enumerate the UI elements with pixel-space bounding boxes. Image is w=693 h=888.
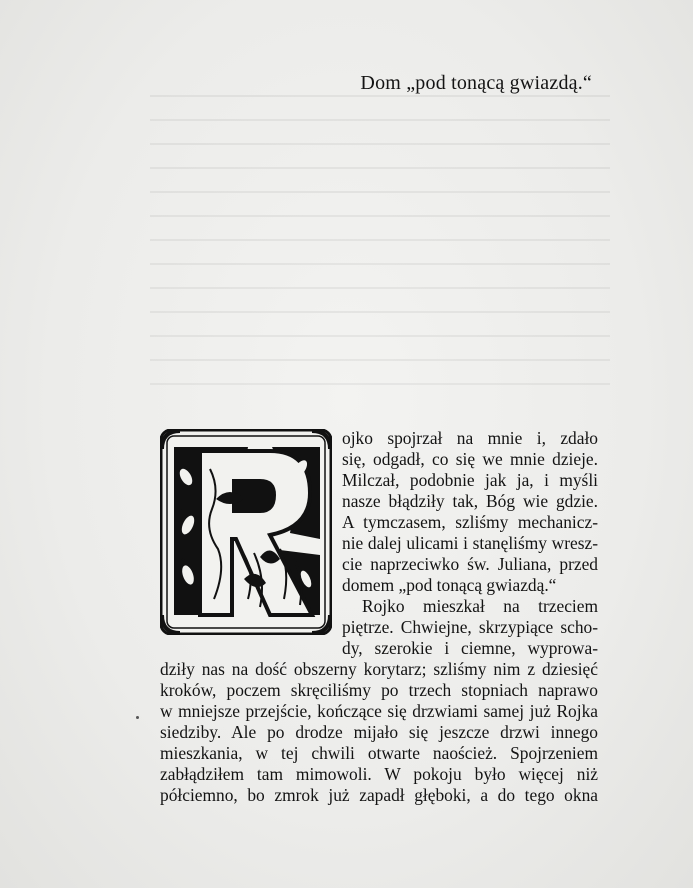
- text-line: nasze błądziły tak, Bóg wie gdzie.: [342, 491, 598, 511]
- text-line: Milczał, podobnie jak ja, i myśli: [342, 470, 598, 490]
- text-line: zabłądziłem tam mimowoli. W pokoju było więcej niż: [160, 764, 598, 784]
- text-line: cie naprzeciwko św. Juliana, przed: [342, 554, 598, 574]
- text-line: A tymczasem, szliśmy mechanicz-: [342, 512, 598, 532]
- text-line: piętrze. Chwiejne, skrzypiące scho-: [342, 617, 598, 637]
- text-line: dy, szerokie i ciemne, wyprowa-: [342, 638, 598, 658]
- text-line: się, odgadł, co się we mnie dzieje.: [342, 449, 598, 469]
- margin-speck: [136, 716, 139, 719]
- text-line: siedziby. Ale po drodze mijało się jeszcze drzwi innego: [160, 722, 598, 742]
- text-line: dziły nas na dość obszerny korytarz; szliśmy nim z dziesięć: [160, 659, 598, 679]
- text-line: nie dalej ulicami i stanęliśmy wresz-: [342, 533, 598, 553]
- text-line: Rojko mieszkał na trzeciem: [362, 596, 598, 616]
- ornamental-initial-R-icon: [160, 429, 332, 635]
- text-line: w mniejsze przejście, kończące się drzwiami samej już Rojka: [160, 701, 598, 721]
- text-line: kroków, poczem skręciliśmy po trzech stopniach naprawo: [160, 680, 598, 700]
- text-line: ojko spojrzał na mnie i, zdało: [342, 428, 598, 448]
- text-line: domem „pod tonącą gwiazdą.“: [342, 575, 557, 595]
- text-line: mieszkania, w tej chwili otwarte naoścież. Spojrzeniem: [160, 743, 598, 763]
- text-line: półciemno, bo zmrok już zapadł głęboki, a do tego okna: [160, 785, 598, 805]
- running-head: Dom „pod tonącą gwiazdą.“: [360, 72, 592, 94]
